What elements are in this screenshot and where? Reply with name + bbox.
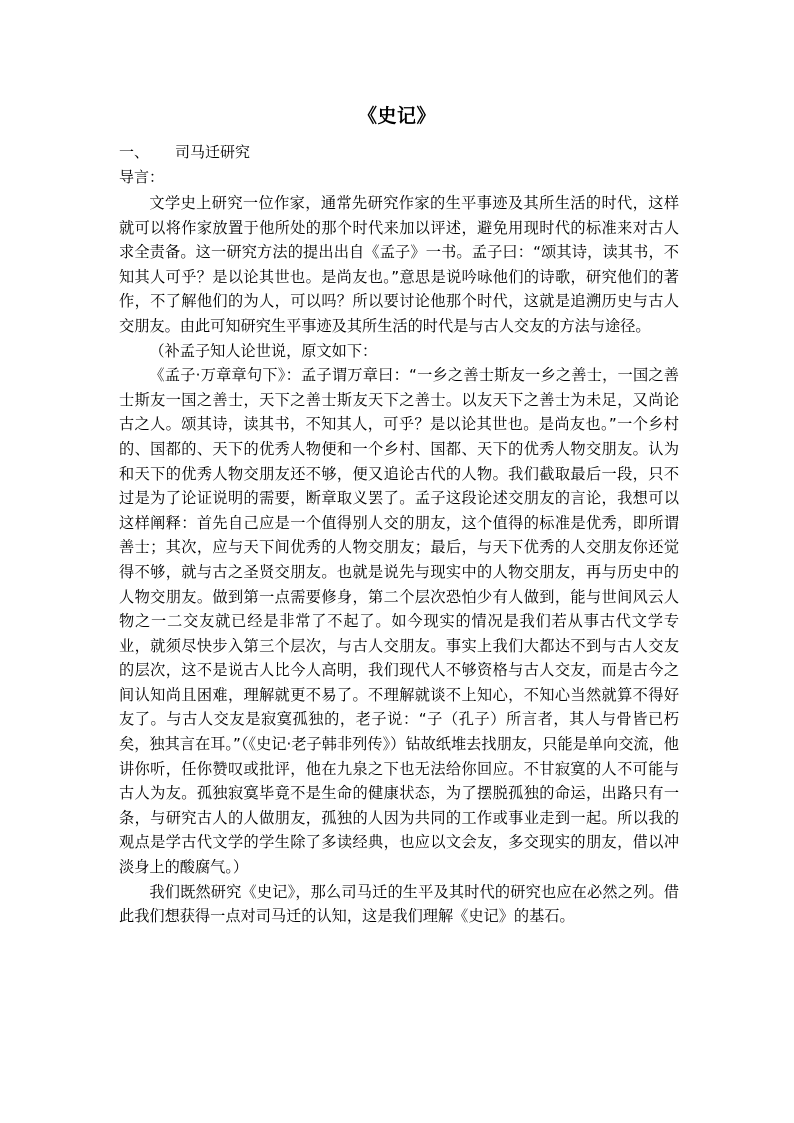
paragraph-conclusion: 我们既然研究《史记》，那么司马迁的生平及其时代的研究也应在必然之列。借此我们想获得一点对司马迁的认知，这是我们理解《史记》的基石。 (119, 882, 679, 926)
body-text (119, 191, 679, 929)
paragraph-mencius-quote: 《孟子·万章章句下》：孟子谓万章曰：“一乡之善士斯友一乡之善士，一国之善士斯友一国之善士，天下之善士斯友天下之善士。以友天下之善士为未足，又尚论古之人。颂其诗，读其书，不知其人，可乎？是以论其世也。是尚友也。”一个乡村的、国都的、天下的优秀人物便和一个乡村、国都、天下的优秀人物交朋友。认为和天下的优秀人物交朋友还不够，便又追论古代的人物。我们截取最后一段，只不过是为了论证说明的需要，断章取义罢了。孟子这段论述交朋友的言论，我想可以这样阐释：首先自己应是一个值得别人交的朋友，这个值得的标准是优秀，即所谓善士；其次，应与天下间优秀的人物交朋友；最后，与天下优秀的人交朋友你还觉得不够，就与古之圣贤交朋友。也就是说先与现实中的人物交朋友，再与历史中的人物交朋友。做到第一点需要修身，第二个层次恐怕少有人做到，能与世间风云人物之一二交友就已经是非常了不起了。如今现实的情况是我们若从事古代文学专业，就须尽快步入第三个层次，与古人交朋友。事实上我们大都达不到与古人交友的层次，这不是说古人比今人高明，我们现代人不够资格与古人交友，而是古今之间认知尚且困难，理解就更不易了。不理解就谈不上知心，不知心当然就算不得好友了。与古人交友是寂寞孤独的，老子说：“子（孔子）所言者，其人与骨皆已朽矣，独其言在耳。”（《史记·老子韩非列传》）钻故纸堆去找朋友，只能是单向交流，他讲你听，任你赞叹或批评，他在九泉之下也无法给你回应。不甘寂寞的人不可能与古人为友。孤独寂寞毕竟不是生命的健康状态，为了摆脱孤独的命运，出路只有一条，与研究古人的人做朋友，孤独的人因为共同的工作或事业走到一起。所以我的观点是学古代文学的学生除了多读经典，也应以文会友，多交现实的朋友，借以冲淡身上的酸腐气。） (119, 366, 679, 877)
intro-label: 导言： (119, 168, 165, 186)
paragraph-supplement-heading: （补孟子知人论世说，原文如下： (149, 341, 378, 360)
section-heading-text: 司马迁研究 (175, 143, 251, 161)
section-heading (119, 141, 250, 163)
paragraph-intro: 文学史上研究一位作家，通常先研究作家的生平事迹及其所生活的时代，这样就可以将作家放置于他所处的那个时代来加以评述，避免用现时代的标准来对古人求全责备。这一研究方法的提出出自《孟子》一书。孟子曰：“颂其诗，读其书，不知其人可乎？是以论其世也。是尚友也。”意思是说吟咏他们的诗歌，研究他们的著作，不了解他们的为人，可以吗？所以要讨论他那个时代，这就是追溯历史与古人交朋友。由此可知研究生平事迹及其所生活的时代是与古人交友的方法与途径。 (119, 194, 679, 335)
document-title: 《史记》 (357, 105, 436, 127)
section-number: 一、 (119, 143, 150, 161)
